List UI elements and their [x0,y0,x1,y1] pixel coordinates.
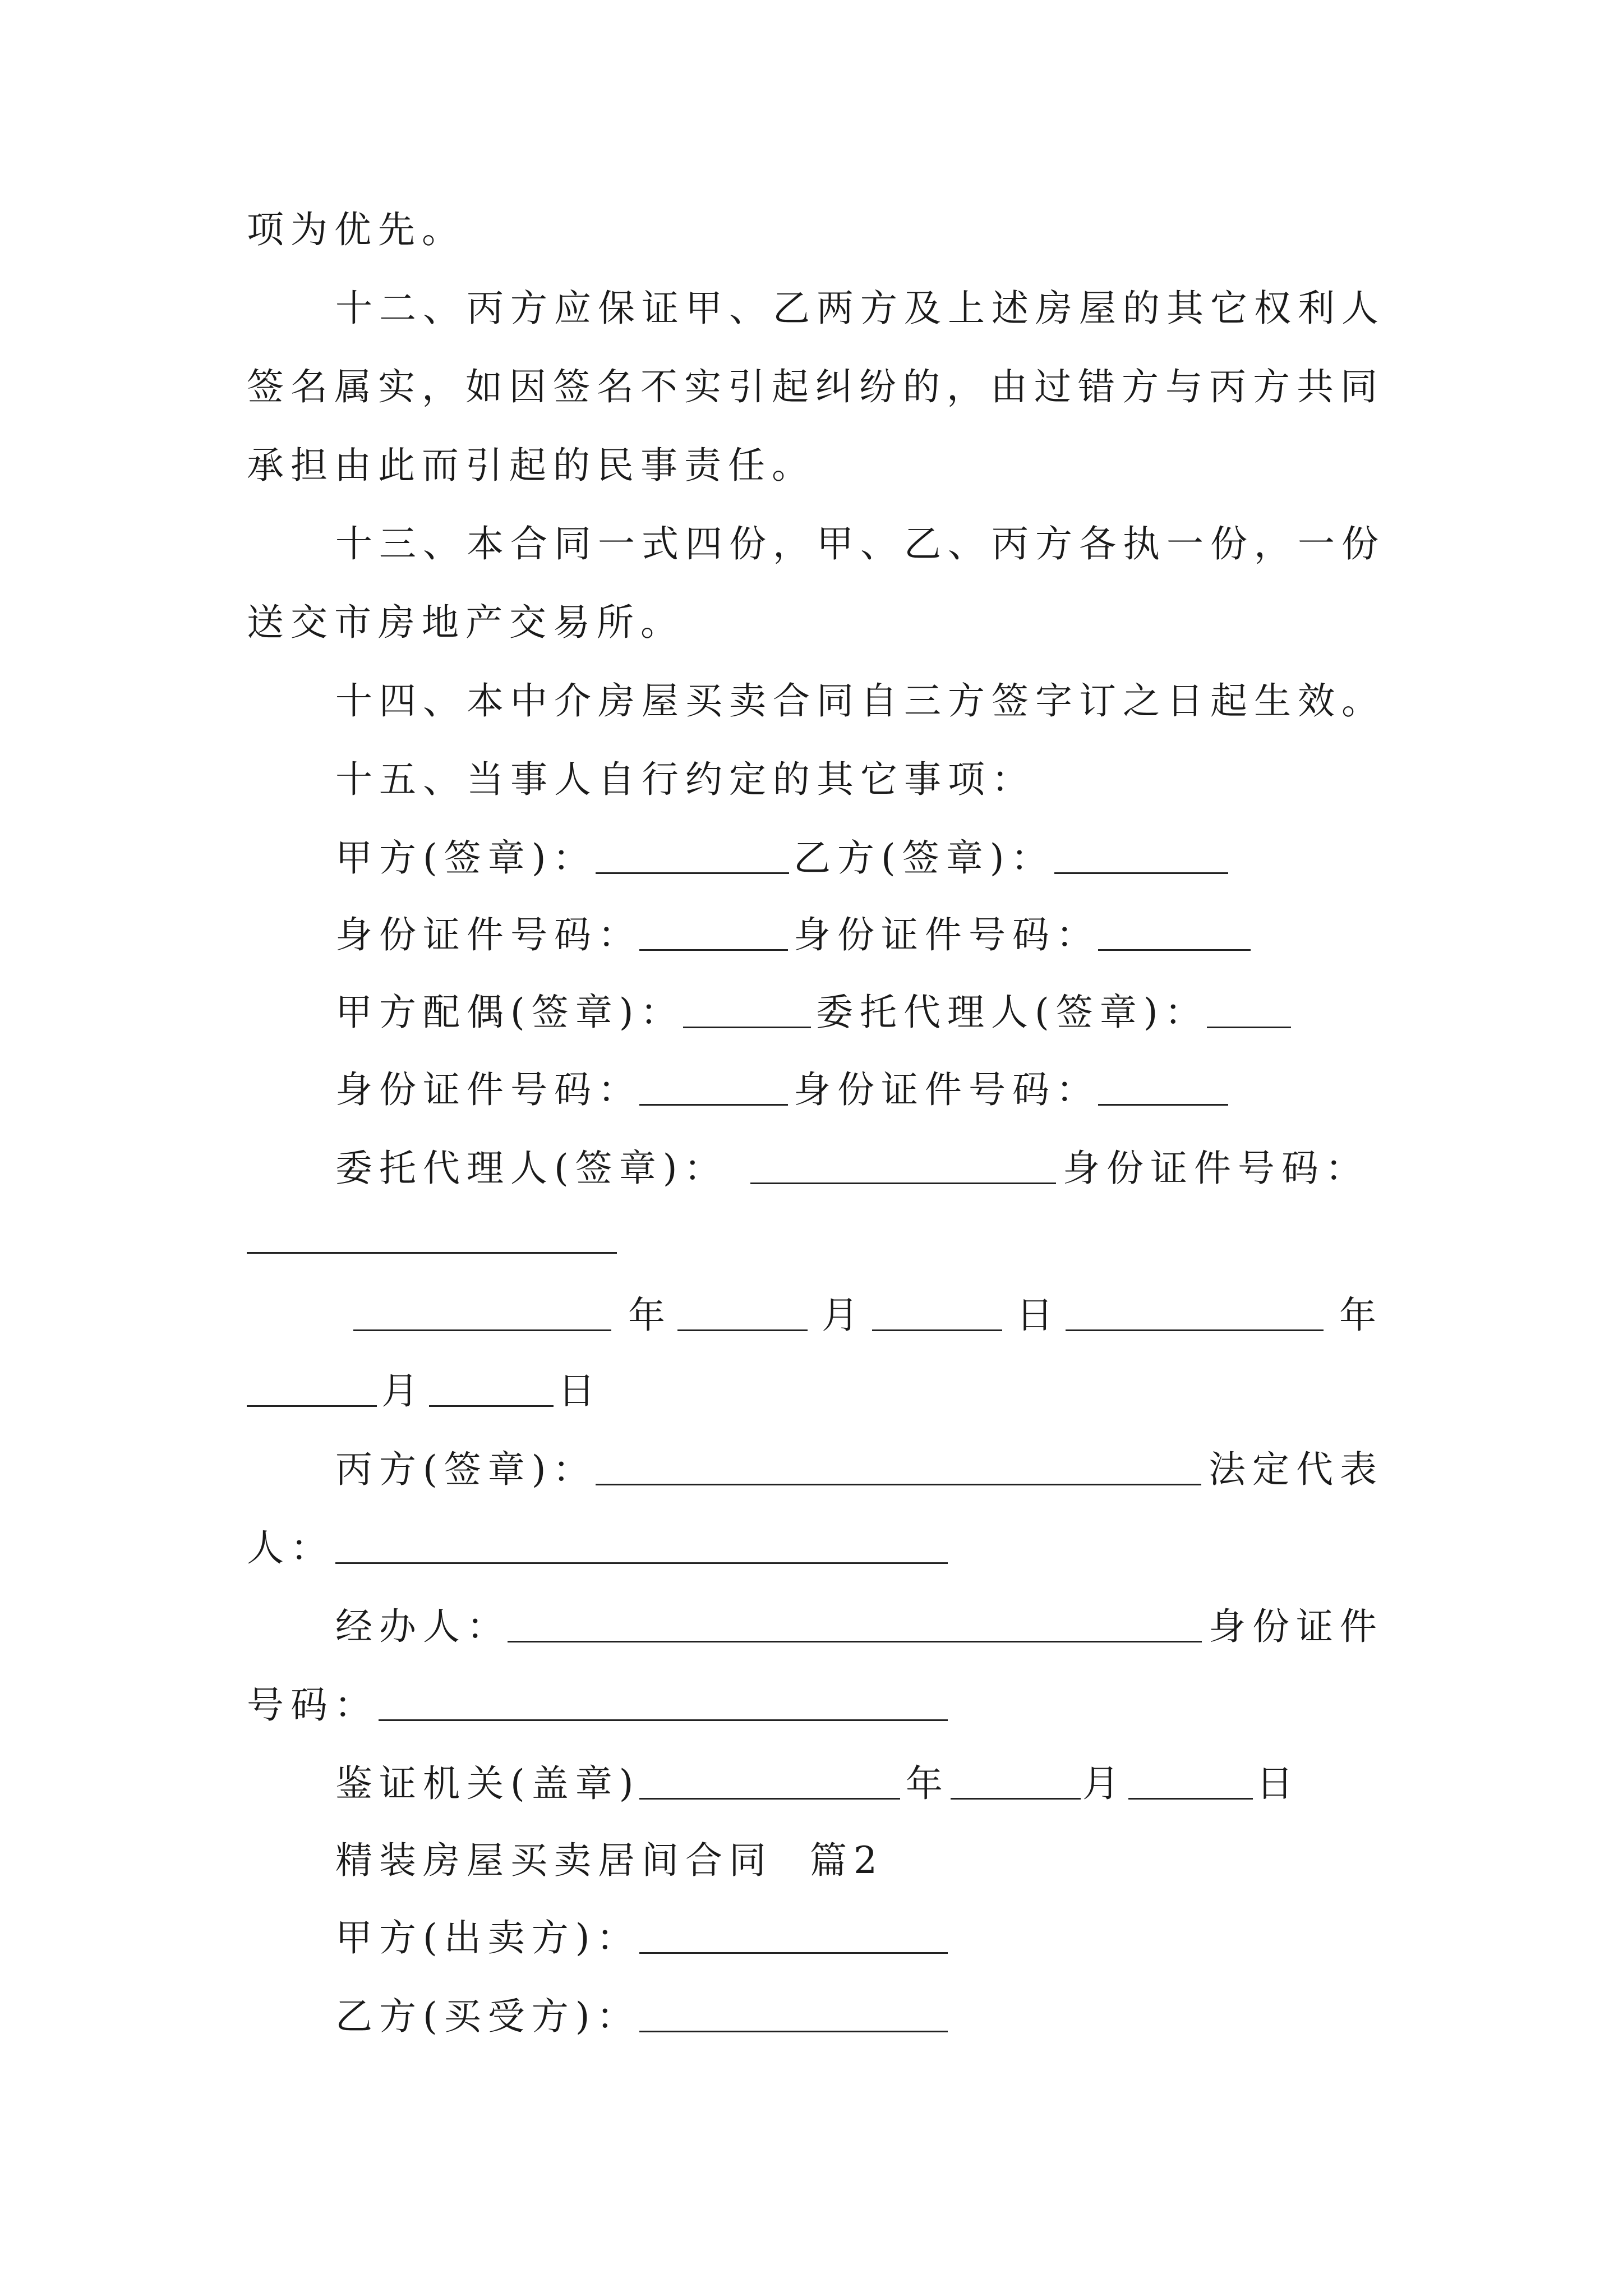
handler-id-blank [379,1719,948,1721]
clause-14-line: 十四、本中介房屋买卖合同自三方签字订之日起生效。 [335,679,1385,723]
agent-id-blank [1098,1104,1228,1106]
handler-blank [508,1641,1202,1642]
date-row-2 [0,1360,1623,1422]
date-day-blank-1 [872,1329,1002,1331]
party-a-spouse-label: 甲方配偶(签章)： [335,991,684,1034]
notary-month-blank [951,1798,1081,1800]
seller-row [0,1907,1623,1969]
buyer-blank [639,2031,948,2032]
paragraph-line: 项为优先。 [247,208,465,251]
party-b-sign-blank [1054,872,1228,874]
legal-rep-label-2: 人： [247,1526,334,1570]
date-day-label-2: 日 [558,1369,602,1412]
date-month-label-1: 月 [822,1294,865,1337]
date-year-label-2: 年 [1339,1294,1383,1337]
party-a-id-label: 身份证件号码： [335,913,642,956]
spouse-agent-row [0,982,1623,1043]
date-month-blank-1 [677,1329,808,1331]
date-row [0,1285,1623,1346]
party-signature-row [0,827,1623,889]
agent-sign-blank-2 [750,1182,1056,1184]
date-year-label-1: 年 [628,1294,672,1337]
buyer-row [0,1986,1623,2047]
agent-id-label-2: 身份证件号码： [1063,1147,1369,1190]
date-day-label-1: 日 [1016,1294,1060,1337]
agent-id-blank-2 [247,1252,617,1254]
party-c-row [0,1439,1623,1501]
agent-id-label: 身份证件号码： [794,1068,1100,1111]
id-number-row-2 [0,1059,1623,1121]
party-b-sign-label: 乙方(签章)： [794,836,1055,880]
buyer-label: 乙方(买受方)： [335,1995,640,2038]
party-b-id-label: 身份证件号码： [794,913,1100,956]
notary-day-blank [1128,1798,1253,1800]
clause-13-line-1: 十三、本合同一式四份，甲、乙、丙方各执一份，一份 [335,522,1385,565]
id-number-row-1 [0,904,1623,966]
notary-month-label: 月 [1082,1762,1126,1805]
clause-12-line-2: 签名属实，如因签名不实引起纠纷的，由过错方与丙方共同 [247,365,1384,408]
clause-13-line-2: 送交市房地产交易所。 [247,601,684,644]
notary-year-blank [639,1798,900,1800]
notary-year-label: 年 [906,1762,949,1805]
party-a-id-blank [639,949,788,951]
spouse-id-blank [639,1104,788,1106]
party-a-sign-blank [596,872,789,874]
handler-label: 经办人： [335,1605,510,1648]
section-title: 精装房屋买卖居间合同 篇2 [335,1839,884,1882]
agent-row-2 [0,1138,1623,1199]
notary-day-label: 日 [1256,1762,1300,1805]
clause-12-line-3: 承担由此而引起的民事责任。 [247,444,815,487]
handler-row [0,1596,1623,1658]
clause-15-line: 十五、当事人自行约定的其它事项： [335,758,1035,801]
date-month-blank-2 [247,1405,377,1407]
seller-label: 甲方(出卖方)： [335,1916,640,1959]
agent-sign-blank [1207,1027,1291,1028]
handler-id-row [0,1674,1623,1736]
party-b-id-blank [1098,949,1251,951]
party-c-sign-label: 丙方(签章)： [335,1448,597,1491]
legal-rep-label-1: 法定代表 [1209,1448,1384,1491]
date-day-blank-2 [429,1405,554,1407]
legal-rep-row [0,1517,1623,1579]
notary-label: 鉴证机关(盖章) [335,1762,640,1805]
date-month-label-2: 月 [381,1369,425,1412]
notary-row [0,1753,1623,1815]
date-year-blank-1 [353,1329,611,1331]
party-a-spouse-blank [683,1027,811,1028]
legal-rep-blank [335,1562,948,1564]
date-year-blank-2 [1066,1329,1324,1331]
seller-blank [639,1952,948,1954]
party-c-sign-blank [596,1484,1201,1485]
agent-sign-label-2: 委托代理人(签章)： [335,1147,728,1190]
clause-12-line-1: 十二、丙方应保证甲、乙两方及上述房屋的其它权利人 [335,287,1385,330]
spouse-id-label: 身份证件号码： [335,1068,642,1111]
handler-id-label-1: 身份证件 [1209,1605,1384,1648]
party-a-sign-label: 甲方(签章)： [335,836,597,880]
agent-sign-label: 委托代理人(签章)： [816,991,1209,1034]
handler-id-label-2: 号码： [247,1683,378,1727]
